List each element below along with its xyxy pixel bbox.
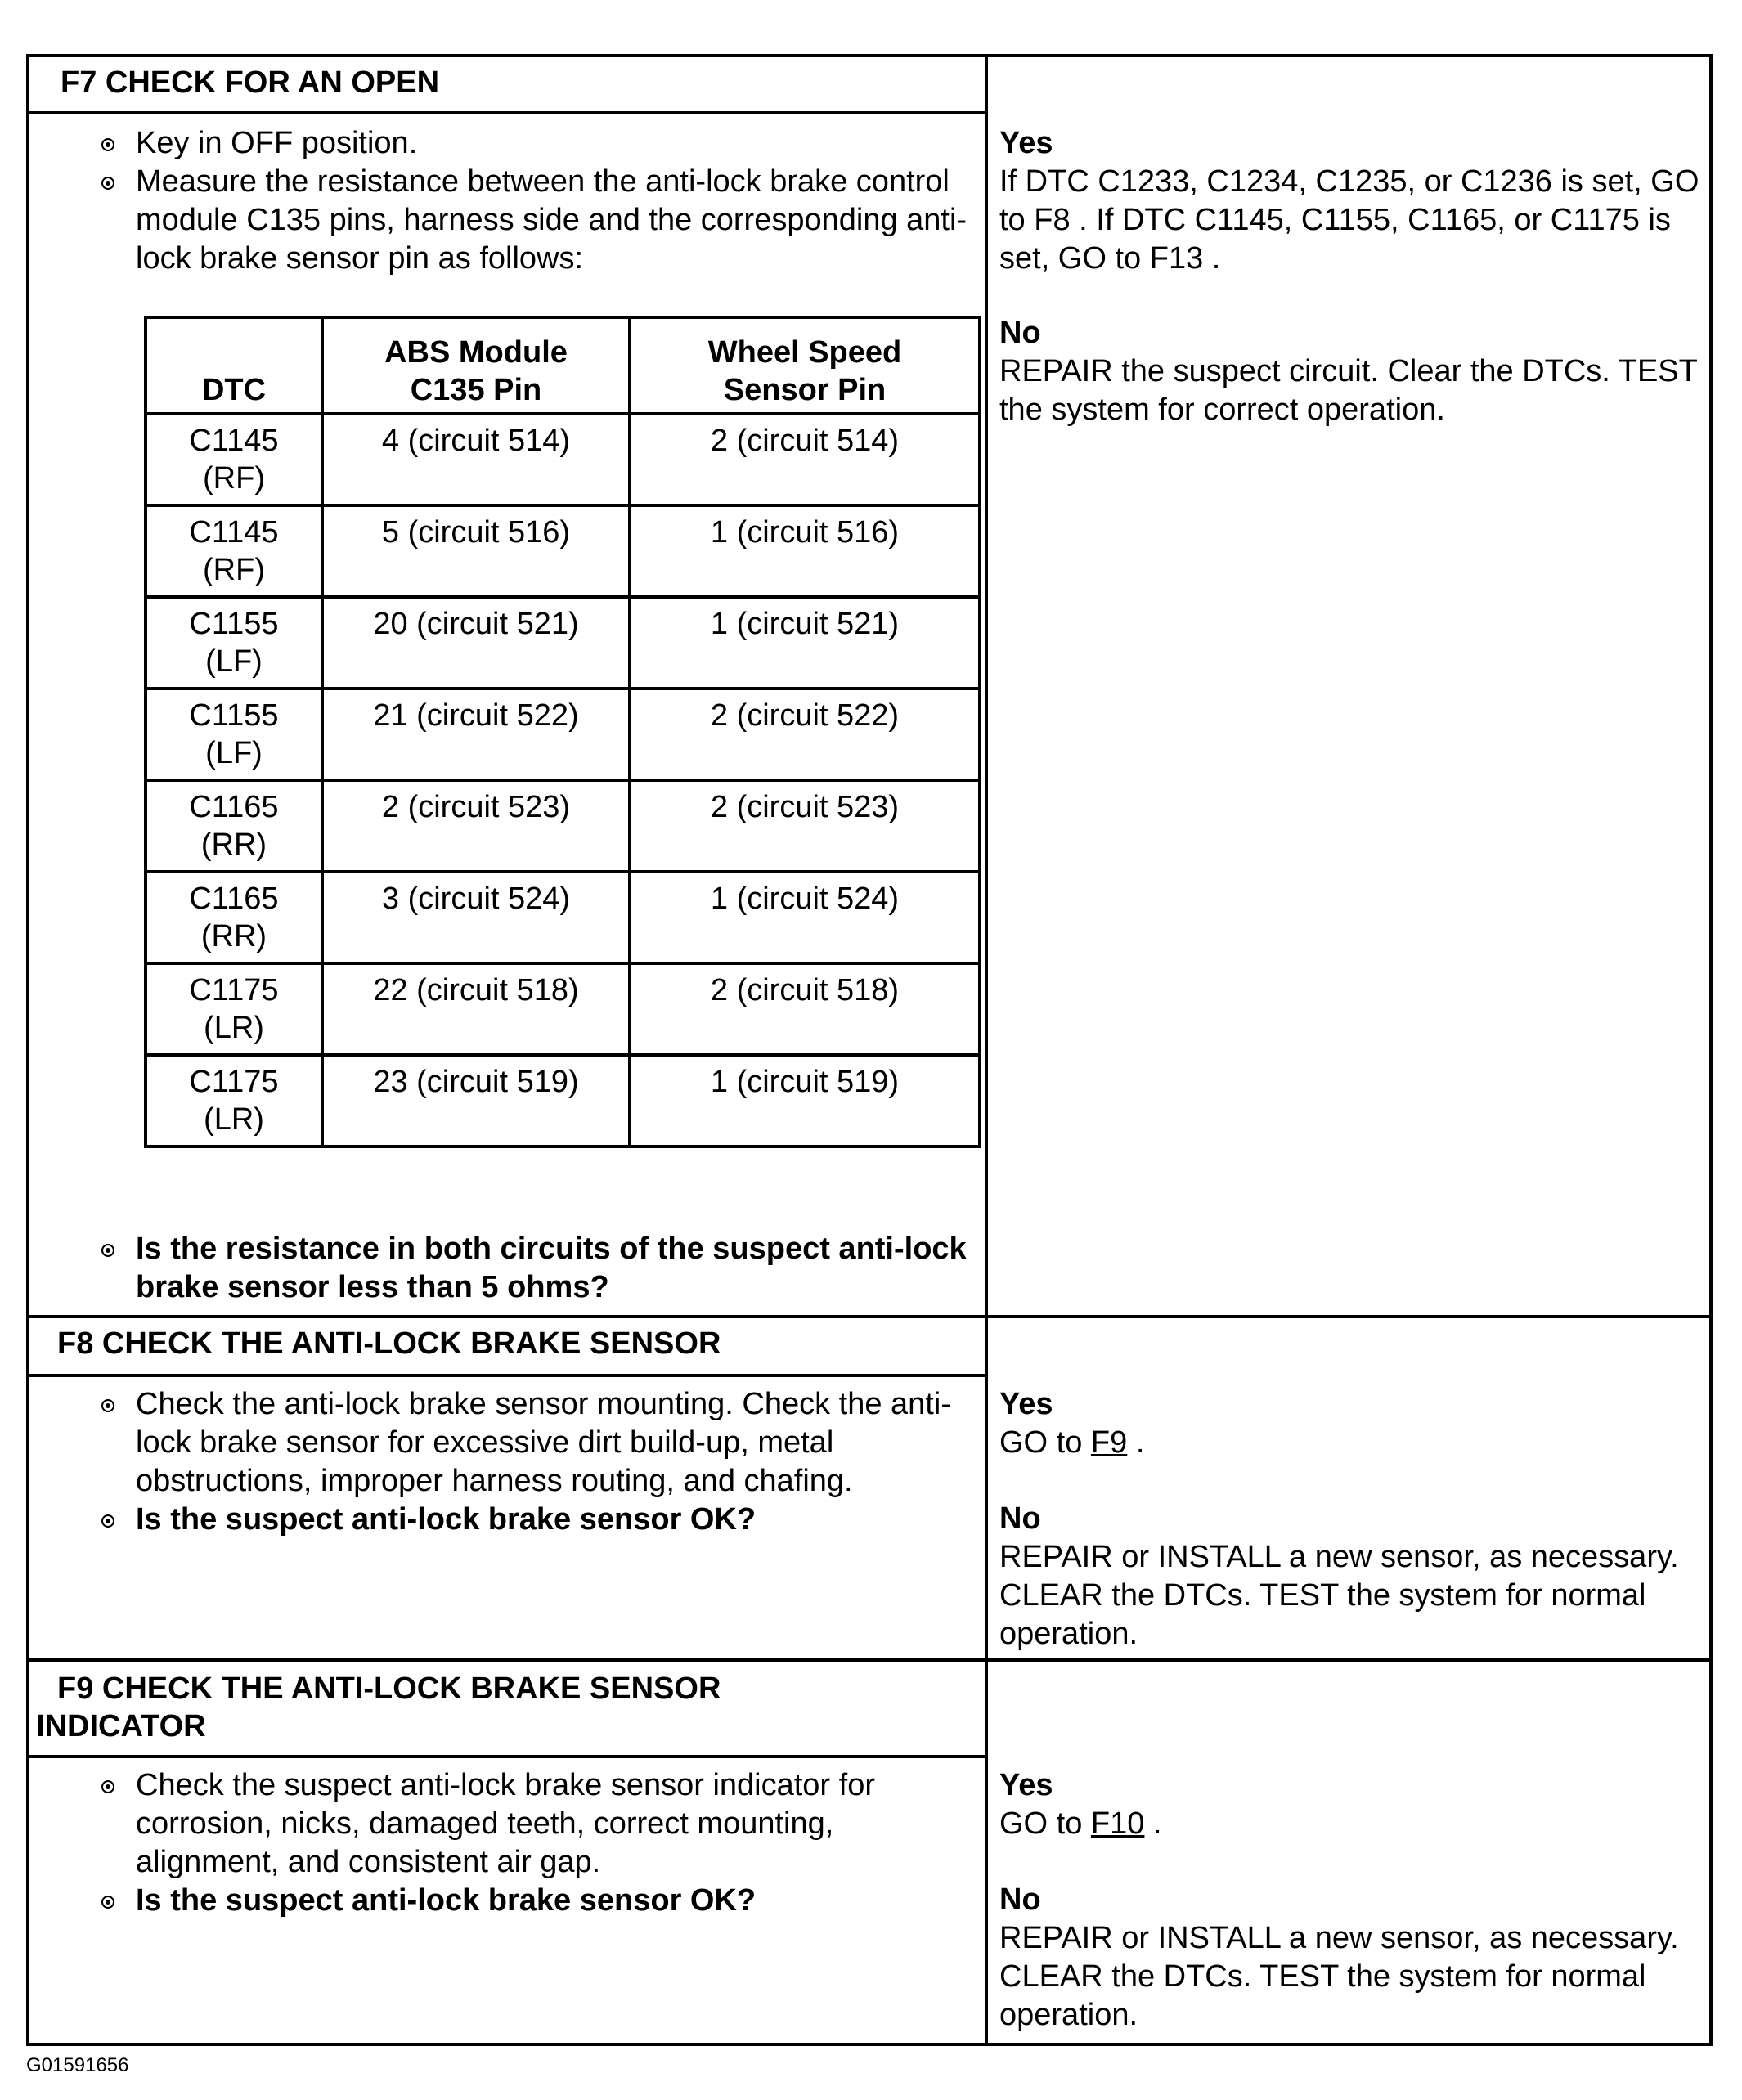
header-dtc: DTC <box>146 317 322 414</box>
header-abs-module-pin: ABS Module C135 Pin <box>322 317 630 414</box>
yes-label: Yes <box>999 126 1053 160</box>
section-title: F8 CHECK THE ANTI-LOCK BRAKE SENSOR <box>57 1326 721 1361</box>
title-divider <box>26 1755 985 1758</box>
instruction-item: Measure the resistance between the anti-lock brake control module C135 pins, harness side and the corresponding anti-lock brake sensor pin as follows: <box>100 163 983 278</box>
instruction-list <box>100 1385 983 1539</box>
table-row <box>146 505 980 597</box>
no-text: REPAIR the suspect circuit. Clear the DTCs. TEST the system for correct operation. <box>999 354 1698 427</box>
cell-sensor-pin: 1 (circuit 521) <box>630 597 980 689</box>
yes-text: GO to F9 . <box>999 1425 1145 1460</box>
response-yes <box>999 124 1703 278</box>
response-yes <box>999 1766 1703 1843</box>
cell-abs-pin: 22 (circuit 518) <box>322 963 630 1055</box>
cell-sensor-pin: 1 (circuit 519) <box>630 1055 980 1146</box>
section-title: F9 CHECK THE ANTI-LOCK BRAKE SENSOR <box>57 1671 721 1706</box>
yes-label: Yes <box>999 1768 1053 1802</box>
question-list <box>100 1230 983 1307</box>
cell-sensor-pin: 2 (circuit 523) <box>630 780 980 872</box>
no-label: No <box>999 1501 1041 1536</box>
procedure-table <box>26 54 1713 2046</box>
section-f7 <box>26 54 1713 1317</box>
cell-sensor-pin: 1 (circuit 516) <box>630 505 980 597</box>
no-label: No <box>999 1882 1041 1917</box>
section-title: F7 CHECK FOR AN OPEN <box>61 65 440 100</box>
cell-dtc: C1155 (LF) <box>146 597 322 689</box>
cell-dtc: C1145 (RF) <box>146 414 322 505</box>
table-row <box>146 872 980 963</box>
table-row <box>146 780 980 872</box>
goto-f9-link[interactable]: F9 <box>1090 1425 1128 1460</box>
cell-dtc: C1145 (RF) <box>146 505 322 597</box>
instruction-list <box>100 124 983 278</box>
instruction-item: Check the anti-lock brake sensor mounting. Check the anti-lock brake sensor for excessive dirt build-up, metal obstructions, improper harness routing, and chafing. <box>100 1385 983 1501</box>
cell-abs-pin: 5 (circuit 516) <box>322 505 630 597</box>
cell-abs-pin: 3 (circuit 524) <box>322 872 630 963</box>
cell-abs-pin: 20 (circuit 521) <box>322 597 630 689</box>
cell-dtc: C1165 (RR) <box>146 780 322 872</box>
table-header-row <box>146 317 980 414</box>
instruction-item: Check the suspect anti-lock brake sensor indicator for corrosion, nicks, damaged teeth, correct mounting, alignment, and consistent air gap. <box>100 1766 983 1882</box>
question-item: Is the suspect anti-lock brake sensor OK? <box>100 1882 983 1920</box>
yes-label: Yes <box>999 1387 1053 1421</box>
no-text: REPAIR or INSTALL a new sensor, as necessary. CLEAR the DTCs. TEST the system for normal operation. <box>999 1540 1679 1651</box>
cell-sensor-pin: 1 (circuit 524) <box>630 872 980 963</box>
table-row <box>146 1055 980 1146</box>
section-f9 <box>26 1660 1713 2046</box>
cell-sensor-pin: 2 (circuit 518) <box>630 963 980 1055</box>
title-divider <box>26 1374 985 1377</box>
header-wheel-speed-sensor-pin: Wheel Speed Sensor Pin <box>630 317 980 414</box>
no-label: No <box>999 316 1041 350</box>
cell-abs-pin: 2 (circuit 523) <box>322 780 630 872</box>
cell-dtc: C1175 (LR) <box>146 1055 322 1146</box>
question-item: Is the resistance in both circuits of the suspect anti-lock brake sensor less than 5 ohms? <box>100 1230 983 1307</box>
cell-dtc: C1175 (LR) <box>146 963 322 1055</box>
section-f8 <box>26 1317 1713 1660</box>
yes-text: If DTC C1233, C1234, C1235, or C1236 is set, GO to F8 . If DTC C1145, C1155, C1165, or C1175 is set, GO to F13 . <box>999 164 1699 276</box>
response-yes <box>999 1385 1703 1462</box>
section-title-line2: INDICATOR <box>36 1709 206 1743</box>
cell-dtc: C1165 (RR) <box>146 872 322 963</box>
question-item: Is the suspect anti-lock brake sensor OK? <box>100 1501 983 1539</box>
yes-text: GO to F10 . <box>999 1806 1162 1841</box>
cell-sensor-pin: 2 (circuit 522) <box>630 689 980 780</box>
cell-sensor-pin: 2 (circuit 514) <box>630 414 980 505</box>
table-row <box>146 963 980 1055</box>
instruction-list <box>100 1766 983 1920</box>
response-no <box>999 1881 1703 2035</box>
instruction-item: Key in OFF position. <box>100 124 983 163</box>
cell-abs-pin: 4 (circuit 514) <box>322 414 630 505</box>
no-text: REPAIR or INSTALL a new sensor, as necessary. CLEAR the DTCs. TEST the system for normal operation. <box>999 1921 1679 2032</box>
response-no <box>999 1500 1703 1654</box>
dtc-table <box>144 316 981 1148</box>
title-divider <box>26 111 985 114</box>
cell-abs-pin: 23 (circuit 519) <box>322 1055 630 1146</box>
table-row <box>146 597 980 689</box>
cell-dtc: C1155 (LF) <box>146 689 322 780</box>
response-no <box>999 314 1703 429</box>
figure-id: G01591656 <box>26 2054 129 2076</box>
cell-abs-pin: 21 (circuit 522) <box>322 689 630 780</box>
goto-f10-link[interactable]: F10 <box>1090 1806 1145 1841</box>
table-row <box>146 414 980 505</box>
table-row <box>146 689 980 780</box>
